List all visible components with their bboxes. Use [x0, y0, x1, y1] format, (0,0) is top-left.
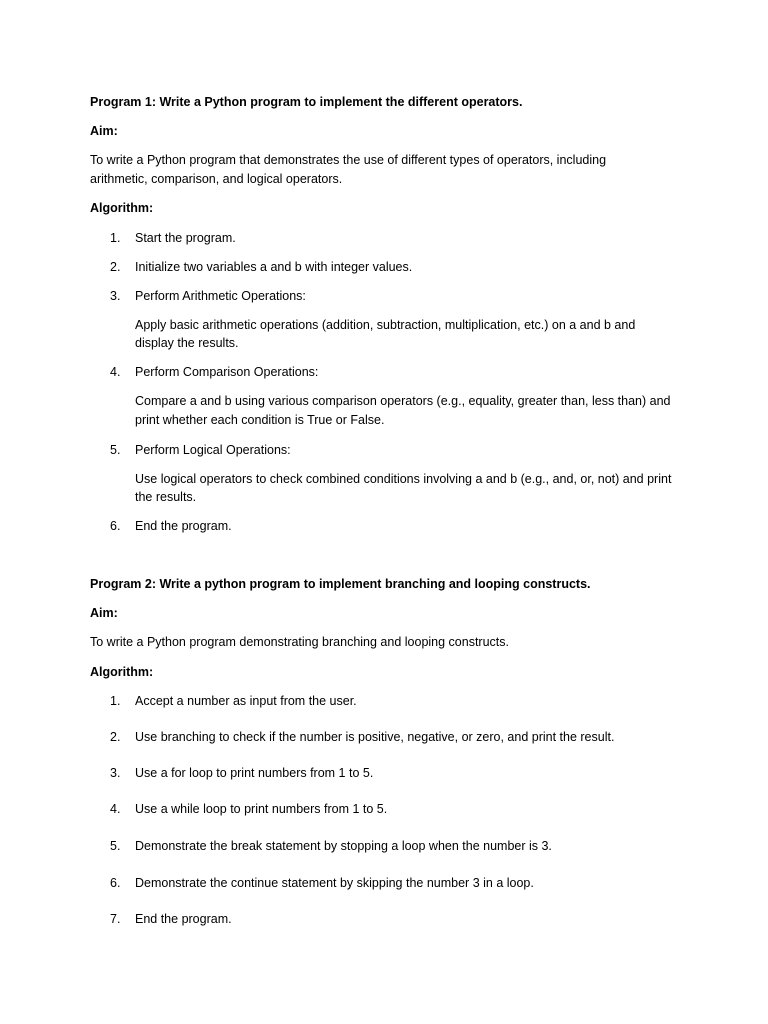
program-1-step-3-text: Perform Arithmetic Operations:	[135, 289, 306, 303]
program-1-step-4-detail-line-2: print whether each condition is True or False.	[135, 413, 385, 427]
program-2-aim-heading: Aim:	[90, 606, 118, 620]
program-2-step-1-number: 1.	[110, 694, 121, 708]
program-1-algorithm-heading: Algorithm:	[90, 201, 154, 215]
program-2-step-1-text: Accept a number as input from the user.	[135, 694, 357, 708]
program-1-title: Program 1: Write a Python program to implement the different operators.	[90, 95, 523, 109]
program-1-step-2-number: 2.	[110, 260, 121, 274]
program-2-step-4-number: 4.	[110, 802, 121, 816]
program-2-aim-text: To write a Python program demonstrating branching and looping constructs.	[90, 635, 509, 649]
program-2-step-2-text: Use branching to check if the number is positive, negative, or zero, and print the result.	[135, 730, 615, 744]
program-1-step-4-text: Perform Comparison Operations:	[135, 365, 319, 379]
program-1-step-1-number: 1.	[110, 231, 121, 245]
program-1-step-3-detail-line-2: display the results.	[135, 336, 239, 350]
program-2-step-3-text: Use a for loop to print numbers from 1 to 5.	[135, 766, 374, 780]
program-1-step-1-text: Start the program.	[135, 231, 236, 245]
program-2-title: Program 2: Write a python program to implement branching and looping constructs.	[90, 577, 591, 591]
program-1-step-5-detail-line-1: Use logical operators to check combined conditions involving a and b (e.g., and, or, not) and print	[135, 472, 672, 486]
program-1-step-5-text: Perform Logical Operations:	[135, 443, 291, 457]
program-2-algorithm-heading: Algorithm:	[90, 665, 154, 679]
program-1-step-3-number: 3.	[110, 289, 121, 303]
program-2-step-2-number: 2.	[110, 730, 121, 744]
program-1-step-2-text: Initialize two variables a and b with integer values.	[135, 260, 413, 274]
program-1-step-3-detail-line-1: Apply basic arithmetic operations (addition, subtraction, multiplication, etc.) on a and b and	[135, 318, 636, 332]
program-1-step-5-number: 5.	[110, 443, 121, 457]
program-2-step-6-text: Demonstrate the continue statement by skipping the number 3 in a loop.	[135, 876, 534, 890]
program-2-step-5-text: Demonstrate the break statement by stopping a loop when the number is 3.	[135, 839, 552, 853]
program-1-aim-text-line-2: arithmetic, comparison, and logical operators.	[90, 172, 343, 186]
program-1-step-6-text: End the program.	[135, 519, 232, 533]
program-1-aim-heading: Aim:	[90, 124, 118, 138]
program-2-step-3-number: 3.	[110, 766, 121, 780]
program-1-step-5-detail-line-2: the results.	[135, 490, 197, 504]
program-1-step-6-number: 6.	[110, 519, 121, 533]
program-2-step-7-text: End the program.	[135, 912, 232, 926]
program-1-step-4-number: 4.	[110, 365, 121, 379]
program-2-step-7-number: 7.	[110, 912, 121, 926]
program-2-step-4-text: Use a while loop to print numbers from 1 to 5.	[135, 802, 388, 816]
program-2-step-6-number: 6.	[110, 876, 121, 890]
program-1-step-4-detail-line-1: Compare a and b using various comparison operators (e.g., equality, greater than, less than) and	[135, 394, 671, 408]
program-1-aim-text-line-1: To write a Python program that demonstrates the use of different types of operators, including	[90, 153, 607, 167]
program-2-step-5-number: 5.	[110, 839, 121, 853]
